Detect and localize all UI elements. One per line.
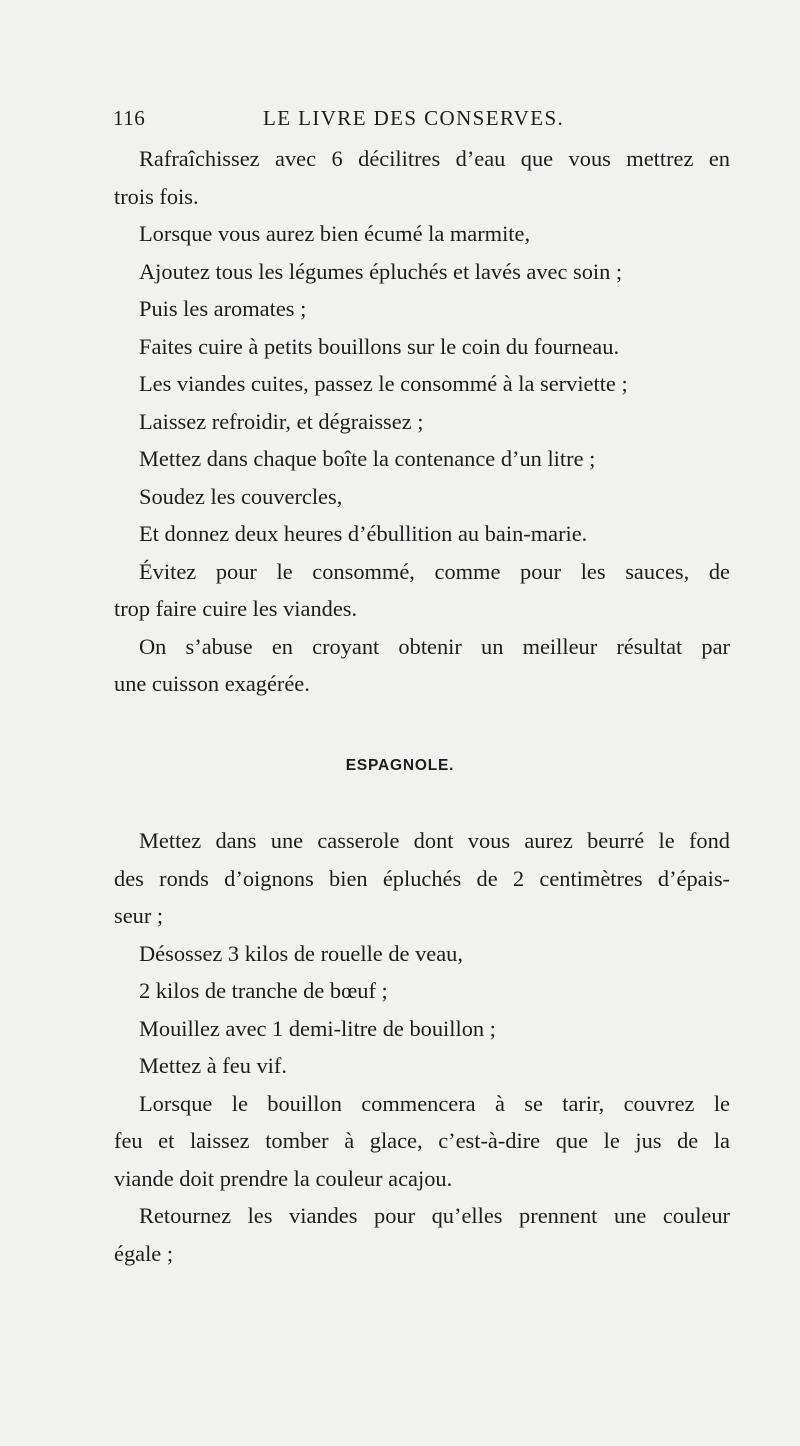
- text-line: Rafraîchissez avec 6 décilitres d’eau que vous mettrez en: [139, 146, 730, 171]
- text-line: seur ;: [114, 903, 164, 928]
- text-line: Désossez 3 kilos de rouelle de veau,: [139, 940, 463, 966]
- text-line: Mettez dans chaque boîte la contenance d’un litre ;: [139, 446, 596, 471]
- text-line: Et donnez deux heures d’ébullition au bain-marie.: [139, 521, 588, 546]
- text-line: Soudez les couvercles,: [139, 483, 343, 509]
- text-line: égale ;: [114, 1240, 174, 1266]
- text-line: Mettez à feu vif.: [139, 1053, 287, 1078]
- text-line: Retournez les viandes pour qu’elles prennent une couleur: [139, 1203, 730, 1228]
- running-title: LE LIVRE DES CONSERVES.: [263, 106, 565, 130]
- text-line: Les viandes cuites, passez le consommé à la serviette ;: [139, 371, 628, 396]
- text-line: Ajoutez tous les légumes épluchés et lavés avec soin ;: [139, 258, 623, 284]
- text-line: une cuisson exagérée.: [114, 671, 310, 696]
- text-line: trop faire cuire les viandes.: [114, 596, 358, 621]
- page-header: [113, 104, 673, 134]
- text-line: feu et laissez tomber à glace, c’est-à-dire que le jus de la: [114, 1128, 730, 1153]
- text-line: Lorsque vous aurez bien écumé la marmite,: [139, 221, 531, 246]
- text-line: Laissez refroidir, et dégraissez ;: [139, 408, 424, 434]
- text-line: 2 kilos de tranche de bœuf ;: [139, 978, 388, 1003]
- text-line: trois fois.: [114, 183, 199, 209]
- text-line: Mettez dans une casserole dont vous aurez beurré le fond: [139, 828, 730, 853]
- text-line: On s’abuse en croyant obtenir un meilleur résultat par: [139, 633, 730, 659]
- page-number: 116: [113, 106, 146, 130]
- text-line: viande doit prendre la couleur acajou.: [114, 1165, 453, 1191]
- text-line: Faites cuire à petits bouillons sur le coin du fourneau.: [139, 333, 620, 359]
- text-line: Évitez pour le consommé, comme pour les sauces, de: [139, 558, 730, 584]
- text-line: Mouillez avec 1 demi-litre de bouillon ;: [139, 1015, 496, 1041]
- text-block-consomme-end: [114, 140, 730, 703]
- text-block-espagnole: [114, 822, 730, 1272]
- text-line: Puis les aromates ;: [139, 296, 307, 321]
- text-line: Lorsque le bouillon commencera à se tarir, couvrez le: [139, 1090, 730, 1116]
- text-line: des ronds d’oignons bien épluchés de 2 centimètres d’épais-: [114, 865, 730, 891]
- section-heading: ESPAGNOLE.: [345, 757, 455, 774]
